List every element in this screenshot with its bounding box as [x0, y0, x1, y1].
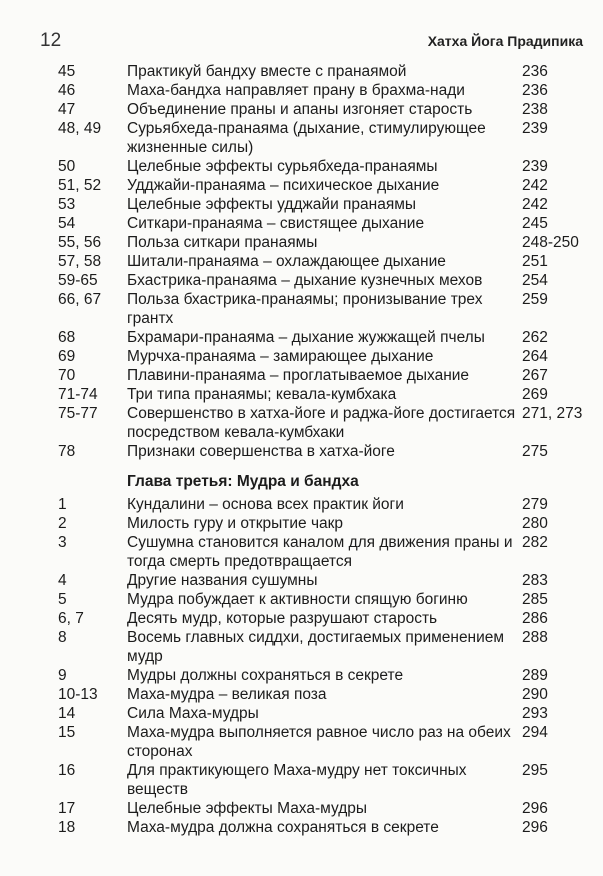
page-ref: 296	[522, 800, 548, 817]
page-ref: 295	[522, 762, 548, 779]
entry-title: Десять мудр, которые разрушают старость	[127, 610, 438, 627]
verse-number: 59-65	[58, 272, 98, 289]
entry-title: Маха-бандха направляет прану в брахма-нади	[127, 82, 465, 99]
verse-number: 51, 52	[58, 177, 102, 194]
chapter-title: Глава третья: Мудра и бандха	[127, 473, 359, 490]
entry-title: Польза бхастрика-пранаямы; пронизывание трех грантх	[127, 291, 483, 327]
entry-title: Шитали-пранаяма – охлаждающее дыхание	[127, 253, 446, 270]
page-ref: 267	[522, 367, 548, 384]
page-ref: 239	[522, 120, 548, 137]
entry-title: Сушумна становится каналом для движения праны и тогда смерть предотвращается	[127, 534, 513, 570]
entry-title: Ситкари-пранаяма – свистящее дыхание	[127, 215, 425, 232]
page-ref: 283	[522, 572, 548, 589]
verse-number: 68	[58, 329, 76, 346]
verse-number: 66, 67	[58, 291, 102, 308]
page-ref: 245	[522, 215, 548, 232]
entry-title: Польза ситкари пранаямы	[127, 234, 318, 251]
page-ref: 271, 273	[522, 405, 583, 422]
entry-title: Другие названия сушумны	[127, 572, 318, 589]
page-ref: 275	[522, 443, 548, 460]
entry-title: Восемь главных сиддхи, достигаемых применением мудр	[127, 629, 505, 665]
verse-number: 18	[58, 819, 76, 836]
entry-title: Мурчха-пранаяма – замирающее дыхание	[127, 348, 434, 365]
page-ref: 289	[522, 667, 548, 684]
page-ref: 242	[522, 196, 548, 213]
verse-number: 15	[58, 724, 76, 741]
verse-number: 3	[58, 534, 67, 551]
entry-title: Для практикующего Маха-мудру нет токсичных веществ	[127, 762, 467, 798]
page-ref: 293	[522, 705, 548, 722]
verse-number: 46	[58, 82, 76, 99]
entry-title: Практикуй бандху вместе с пранаямой	[127, 63, 407, 80]
verse-number: 50	[58, 158, 76, 175]
page-ref: 242	[522, 177, 548, 194]
entry-title: Мудра побуждает к активности спящую богиню	[127, 591, 468, 608]
entry-title: Бхастрика-пранаяма – дыхание кузнечных мехов	[127, 272, 483, 289]
verse-number: 57, 58	[58, 253, 102, 270]
verse-number: 17	[58, 800, 76, 817]
entry-title: Целебные эффекты удджайи пранаямы	[127, 196, 417, 213]
page-number: 12	[40, 30, 62, 51]
entry-title: Милость гуру и открытие чакр	[127, 515, 344, 532]
verse-number: 78	[58, 443, 76, 460]
page-ref: 286	[522, 610, 548, 627]
page-ref: 279	[522, 496, 548, 513]
entry-title: Маха-мудра – великая поза	[127, 686, 327, 703]
entry-title: Три типа пранаямы; кевала-кумбхака	[127, 386, 397, 403]
page-header	[0, 30, 603, 54]
entry-title: Сурьябхеда-пранаяма (дыхание, стимулирующее жизненные силы)	[127, 120, 486, 156]
verse-number: 5	[58, 591, 67, 608]
page-ref: 280	[522, 515, 548, 532]
page-ref: 282	[522, 534, 548, 551]
entry-title: Признаки совершенства в хатха-йоге	[127, 443, 395, 460]
verse-number: 48, 49	[58, 120, 102, 137]
page-ref: 251	[522, 253, 548, 270]
entry-title: Плавини-пранаяма – проглатываемое дыхание	[127, 367, 470, 384]
entry-title: Бхрамари-пранаяма – дыхание жужжащей пчелы	[127, 329, 485, 346]
entry-title: Удджайи-пранаяма – психическое дыхание	[127, 177, 440, 194]
running-title: Хатха Йога Прадипика	[427, 33, 583, 49]
entry-title: Целебные эффекты сурьябхеда-пранаямы	[127, 158, 438, 175]
verse-number: 16	[58, 762, 76, 779]
page-ref: 294	[522, 724, 548, 741]
verse-number: 55, 56	[58, 234, 102, 251]
page-ref: 264	[522, 348, 548, 365]
page-ref: 236	[522, 82, 548, 99]
verse-number: 14	[58, 705, 76, 722]
page-ref: 254	[522, 272, 548, 289]
page-ref: 296	[522, 819, 548, 836]
verse-number: 1	[58, 496, 67, 513]
entry-title: Объединение праны и апаны изгоняет старость	[127, 101, 473, 118]
verse-number: 47	[58, 101, 76, 118]
verse-number: 70	[58, 367, 76, 384]
entry-title: Целебные эффекты Маха-мудры	[127, 800, 368, 817]
verse-number: 6, 7	[58, 610, 84, 627]
verse-number: 71-74	[58, 386, 98, 403]
page-ref: 239	[522, 158, 548, 175]
verse-number: 45	[58, 63, 76, 80]
page-ref: 262	[522, 329, 548, 346]
entry-title: Сила Маха-мудры	[127, 705, 259, 722]
entry-title: Маха-мудра должна сохраняться в секрете	[127, 819, 439, 836]
page-ref: 259	[522, 291, 548, 308]
verse-number: 9	[58, 667, 67, 684]
page-ref: 285	[522, 591, 548, 608]
page-ref: 288	[522, 629, 548, 646]
entry-title: Кундалини – основа всех практик йоги	[127, 496, 404, 513]
entry-title: Мудры должны сохраняться в секрете	[127, 667, 404, 684]
page-ref: 290	[522, 686, 548, 703]
verse-number: 75-77	[58, 405, 98, 422]
verse-number: 69	[58, 348, 76, 365]
page-ref: 269	[522, 386, 548, 403]
page-ref: 238	[522, 101, 548, 118]
page-ref: 236	[522, 63, 548, 80]
verse-number: 2	[58, 515, 67, 532]
entry-title: Совершенство в хатха-йоге и раджа-йоге достигается посредством кевала-кумбхаки	[127, 405, 516, 441]
entry-title: Маха-мудра выполняется равное число раз на обеих сторонах	[127, 724, 511, 760]
verse-number: 53	[58, 196, 76, 213]
verse-number: 10-13	[58, 686, 98, 703]
verse-number: 4	[58, 572, 67, 589]
verse-number: 54	[58, 215, 76, 232]
page-ref: 248-250	[522, 234, 579, 251]
verse-number: 8	[58, 629, 67, 646]
